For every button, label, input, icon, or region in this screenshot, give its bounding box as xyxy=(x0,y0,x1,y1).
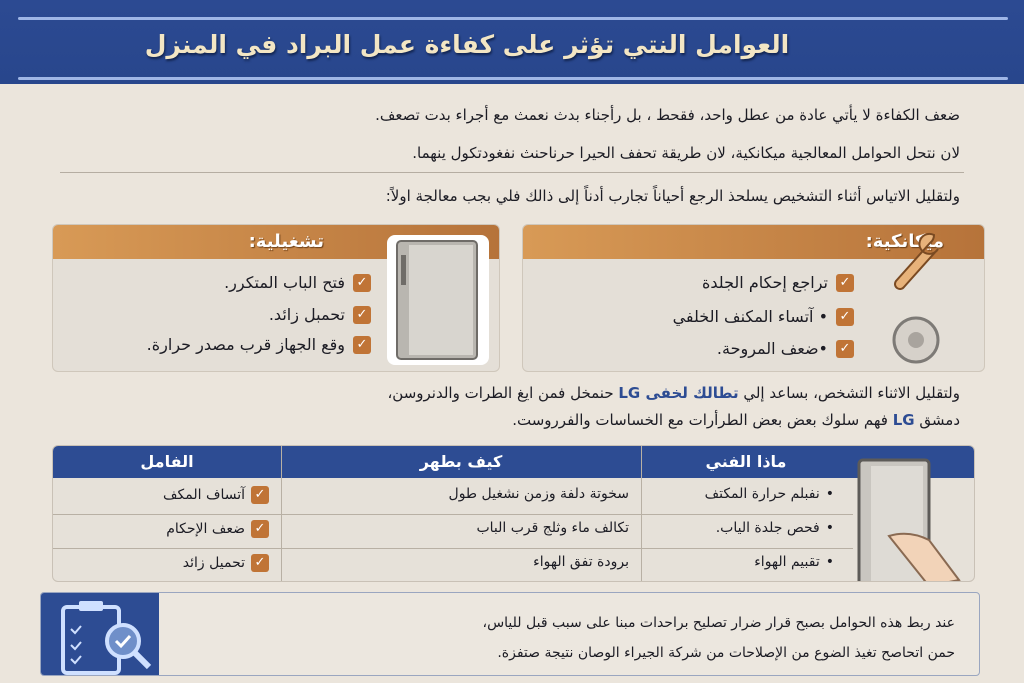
refrigerator-door-hand-icon xyxy=(849,456,974,582)
checkbox-icon: ✓ xyxy=(251,554,269,572)
table-cell-symptom: سخوتة دلفة وزمن نشغيل طول xyxy=(448,486,629,502)
checkbox-icon: ✓ xyxy=(836,340,854,358)
checkbox-icon: ✓ xyxy=(251,520,269,538)
column-header: كيف بطهر xyxy=(419,452,503,471)
page-title: العوامل النتي تؤثر على كفاءة عمل البراد في المنزل xyxy=(144,30,790,59)
middle-line-2: دمشق LG فهم سلوك بعض بعض الطرأرات مع الخساسات والفرروست. xyxy=(512,411,960,429)
diagnosis-table xyxy=(52,445,975,582)
operational-item: ✓ وقع الجهاز قرب مصدر حرارة. xyxy=(147,335,371,354)
table-cell-factor: ✓ آتساف المكف xyxy=(163,486,269,504)
table-cell-symptom: تكالف ماء وثلج قرب الباب xyxy=(476,520,629,536)
table-cell-check: • فحص جلدة الياب. xyxy=(715,520,834,536)
divider xyxy=(60,172,964,173)
column-header: ماذا الفني xyxy=(705,452,787,471)
operational-card xyxy=(52,224,500,372)
header-banner xyxy=(0,0,1024,84)
table-cell-factor: ✓ تحميل زائد xyxy=(183,554,269,572)
wrench-icon xyxy=(882,225,944,295)
fan-icon xyxy=(888,315,944,365)
checkbox-icon: ✓ xyxy=(836,308,854,326)
mechanical-item: ✓ •ضعف المروحة. xyxy=(717,339,854,358)
header-bottom-line xyxy=(18,77,1008,80)
middle-line-1: ولتقليل الاثناء التشخص، بساعد إلي تطالك لخفى LG حنمخل فمن ايغ الطرات والدنروسن، xyxy=(387,384,960,402)
table-cell-symptom: برودة تفق الهواء xyxy=(533,554,629,570)
checkbox-icon: ✓ xyxy=(251,486,269,504)
clipboard-magnifier-icon xyxy=(41,593,159,676)
summary-line-2: حمن اتحاصح تغيذ الضوع من الإصلاحات من شركة الجيراء الوصان نتيجة صتفزة. xyxy=(497,645,955,661)
bullet-icon: • xyxy=(825,486,834,502)
bullet-icon: • xyxy=(825,554,834,570)
table-cell-check: • تقبيم الهواء xyxy=(754,554,834,570)
mechanical-card-title: ميكانكية: xyxy=(523,225,984,259)
checkbox-icon: ✓ xyxy=(353,274,371,292)
table-cell-factor: ✓ ضعف الإحكام xyxy=(166,520,269,538)
summary-box xyxy=(40,592,980,676)
table-header xyxy=(53,446,974,478)
intro-line-3: ولتقليل الاتياس أثناء التشخيص يسلحذ الرجع أحياناً تجارب أدناً إلى ذالك فلي بجب معالجة اولاً: xyxy=(385,187,960,205)
checkbox-icon: ✓ xyxy=(353,336,371,354)
mechanical-item: ✓ • آتساء المكنف الخلفي xyxy=(673,307,854,326)
refrigerator-icon xyxy=(383,231,493,369)
mechanical-item: ✓ تراجع إحكام الجلدة xyxy=(702,273,854,292)
summary-line-1: عند ربط هذه الحوامل بصبح قرار ضرار تصليح براحدات مبنا على سبب قبل للياس، xyxy=(482,615,955,631)
column-header: الفامل xyxy=(140,452,194,471)
table-cell-check: • نفبلم حرارة المكتف xyxy=(704,486,834,502)
operational-card-title: تشغيلية: xyxy=(53,225,499,259)
header-top-line xyxy=(18,17,1008,20)
intro-line-2: لان نتحل الحوامل المعالجية ميكانكية، لان طريقة تحفف الحيرا حرناحنث نفغودتكول ينهما. xyxy=(412,144,960,162)
mechanical-card xyxy=(522,224,985,372)
checkbox-icon: ✓ xyxy=(836,274,854,292)
operational-item: ✓ فتح الباب المتكرر. xyxy=(224,273,371,292)
operational-item: ✓ تحمبل زائد. xyxy=(269,305,371,324)
intro-line-1: ضعف الكفاءة لا يأتي عادة من عطل واحد، فقحط ، بل رأجناء بدث نعمث مع أجراء بدت تصعف. xyxy=(375,106,960,124)
bullet-icon: • xyxy=(825,520,834,536)
checkbox-icon: ✓ xyxy=(353,306,371,324)
